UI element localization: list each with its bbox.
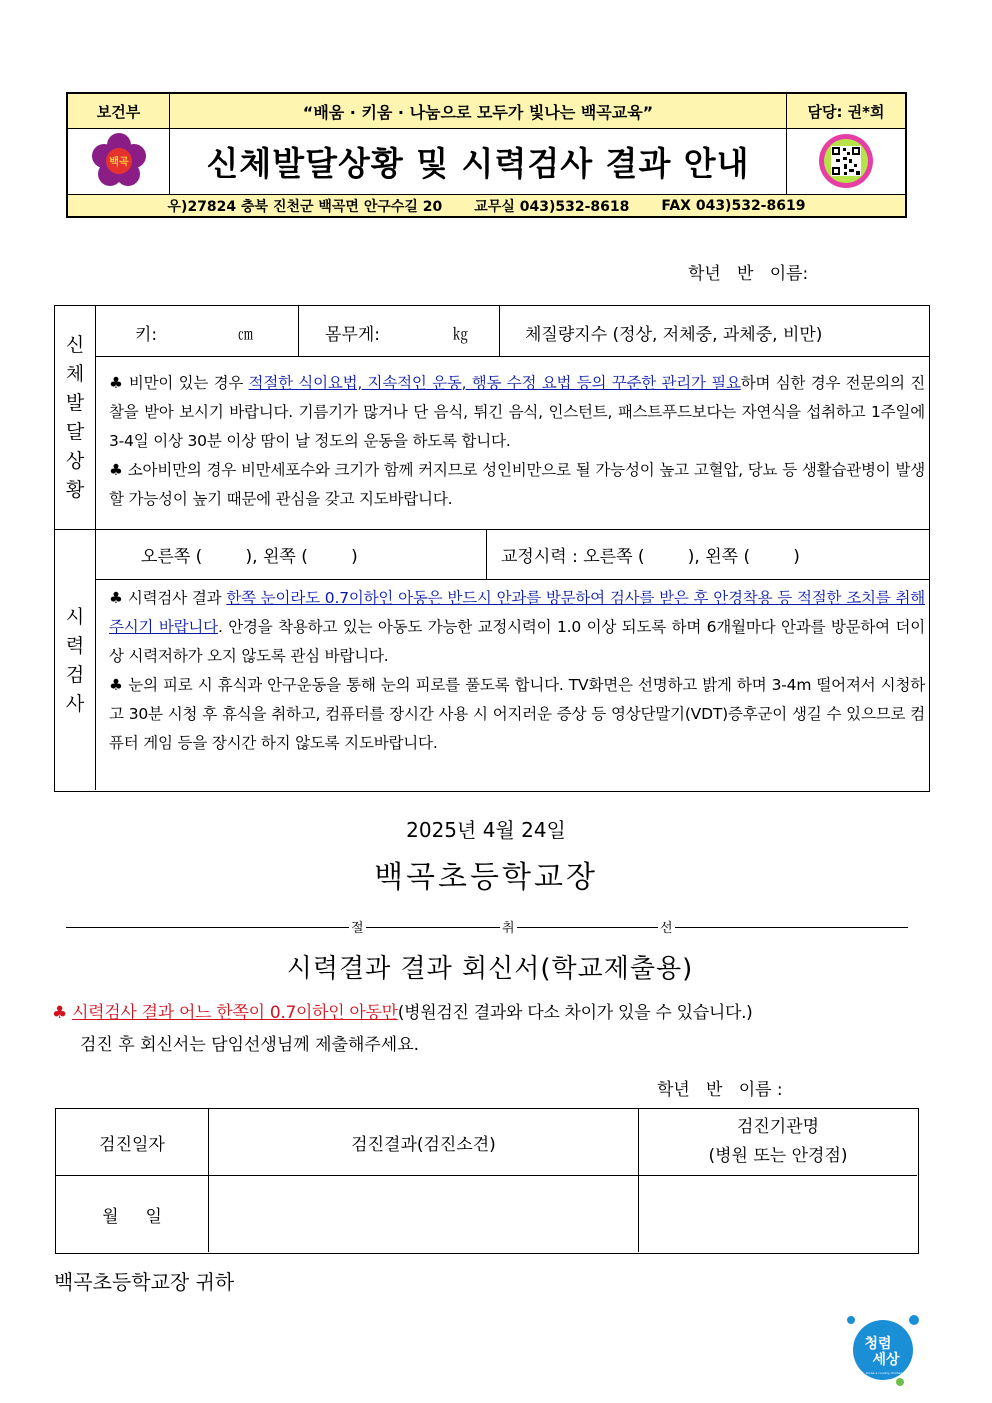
highlight-text: 시력검사 결과 어느 한쪽이 0.7이하인 아동만 [72,1003,398,1023]
club-icon: ♣ [52,1003,67,1023]
page-title: 신체발달상황 및 시력검사 결과 안내 [206,143,750,183]
header-divider [169,94,170,195]
col-exam-date: 검진일자 [99,1134,165,1155]
principal-name: 백곡초등학교장 [374,860,598,895]
reply-student-line: 학년 반 이름 : [657,1080,783,1100]
reply-note-2: 검진 후 회신서는 담임선생님께 제출해주세요. [80,1035,420,1055]
student-info-line: 학년 반 이름: [688,264,809,284]
reply-table [55,1108,919,1254]
col-exam-result: 검진결과(검진소견) [351,1134,496,1155]
flower-logo-icon [91,133,147,189]
bmi-label: 체질량지수 (정상, 저체중, 과체중, 비만) [525,325,823,345]
institution-cell[interactable] [639,1176,917,1252]
integrity-badge-icon [842,1312,924,1388]
col-institution: 검진기관명 (병원 또는 안경점) [708,1117,848,1166]
result-table [54,305,930,792]
cut-line-char: 절 [349,917,366,936]
corrected-vision: 교정시력 : 오른쪽 ( ), 왼쪽 ( ) [501,547,800,567]
exam-result-cell[interactable] [209,1176,638,1252]
body-section-label: 신 체 발 달 상 황 [65,333,85,501]
reply-note: ♣ 시력검사 결과 어느 한쪽이 0.7이하인 아동만(병원검진 결과와 다소 차이가 있을 수 있습니다.) [52,1003,753,1023]
height-label: 키: [135,325,158,345]
svg-text:백곡: 백곡 [108,157,129,168]
height-unit: ㎝ [238,325,254,343]
svg-text:세상: 세상 [872,1352,900,1368]
obesity-guidance: ♣ 비만이 있는 경우 적절한 식이요법, 지속적인 운동, 행동 수정 요법 등의 꾸준한 관리가 필요하며 심한 경우 전문의의 진찰을 받아 보시기 바랍니다. 기름기가 많거나 단 음식, 튀긴 음식, 인스턴트, 패스트푸드보다는 자연식을 섭취하고 1주일에 3-4일 이상 30분 이상 땀이 날 정도의 운동을 하도록 합니다. ♣ 소아비만의 경우 비만세포수와 크기가 함께 커지므로 성인비만으로 될 가능성이 높고 고혈압, 당뇨 등 생활습관병이 발생할 가능성이 높기 때문에 관심을 갖고 지도바랍니다. [109,374,925,508]
qr-code [787,128,905,194]
dept-label: 보건부 [96,102,141,121]
cut-line-char: 취 [500,917,517,936]
issue-date: 2025년 4월 24일 [406,818,566,842]
cut-line-char: 선 [658,917,675,936]
svg-text:청렴: 청렴 [864,1336,892,1352]
qr-code-icon [818,133,874,189]
school-logo [68,128,169,194]
vision-guidance: ♣ 시력검사 결과 한쪽 눈이라도 0.7이하인 아동은 반드시 안과를 방문하여 검사를 받은 후 안경착용 등 적절한 조치를 취해주시기 바랍니다. 안경을 착용하고 있는 아동도 가능한 교정시력이 1.0 이상 되도록 하며 6개월마다 안과를 방문하여 더이상 시력저하가 오지 않도록 관심 바랍니다. ♣ 눈의 피로 시 휴식과 안구운동을 통해 눈의 피로를 풀도록 합니다. TV화면은 선명하고 밝게 하며 3-4m 떨어져서 시청하고 30분 시청 후 휴식을 취하고, 컴퓨터를 장시간 사용 시 어지러운 증상 등 영상단말기(VDT)증후군이 생길 수 있으므로 컴퓨터 게임 등을 장시간 하지 않도록 지도바랍니다. [109,589,926,752]
letterhead-address-row [68,195,905,216]
letterhead-top-row [68,94,905,129]
charge-label: 담당: 권*희 [807,102,885,121]
svg-text:Korea a country of integrity: Korea a country of integrity [866,1371,908,1375]
integrity-badge [842,1312,924,1388]
school-address: 우)27824 충북 진천군 백곡면 안구수길 20 [167,198,443,215]
fax-number: FAX 043)532-8619 [661,197,806,214]
vision-section-label: 시 력 검 사 [65,605,85,715]
school-motto: “배움 · 키움 · 나눔으로 모두가 빛나는 백곡교육” [302,102,654,122]
letterhead [66,92,907,218]
weight-unit: ㎏ [453,325,469,343]
header-divider [786,94,787,195]
highlight-text: 적절한 식이요법, 지속적인 운동, 행동 수정 요법 등의 꾸준한 관리가 필요 [248,374,741,392]
letterhead-title-row [68,128,905,195]
cut-line [66,927,908,928]
weight-label: 몸무게: [325,325,380,345]
reply-title: 시력결과 결과 회신서(학교제출용) [286,954,694,984]
naked-vision: 오른쪽 ( ), 왼쪽 ( ) [141,547,358,567]
addressee: 백곡초등학교장 귀하 [54,1270,235,1294]
exam-date-cell[interactable]: 월 일 [102,1206,162,1227]
office-phone: 교무실 043)532-8618 [474,198,630,215]
highlight-text: 한쪽 눈이라도 0.7이하인 아동은 반드시 안과를 방문하여 검사를 받은 후 안경착용 등 적절한 조치를 취해주시기 바랍니다 [109,589,925,636]
